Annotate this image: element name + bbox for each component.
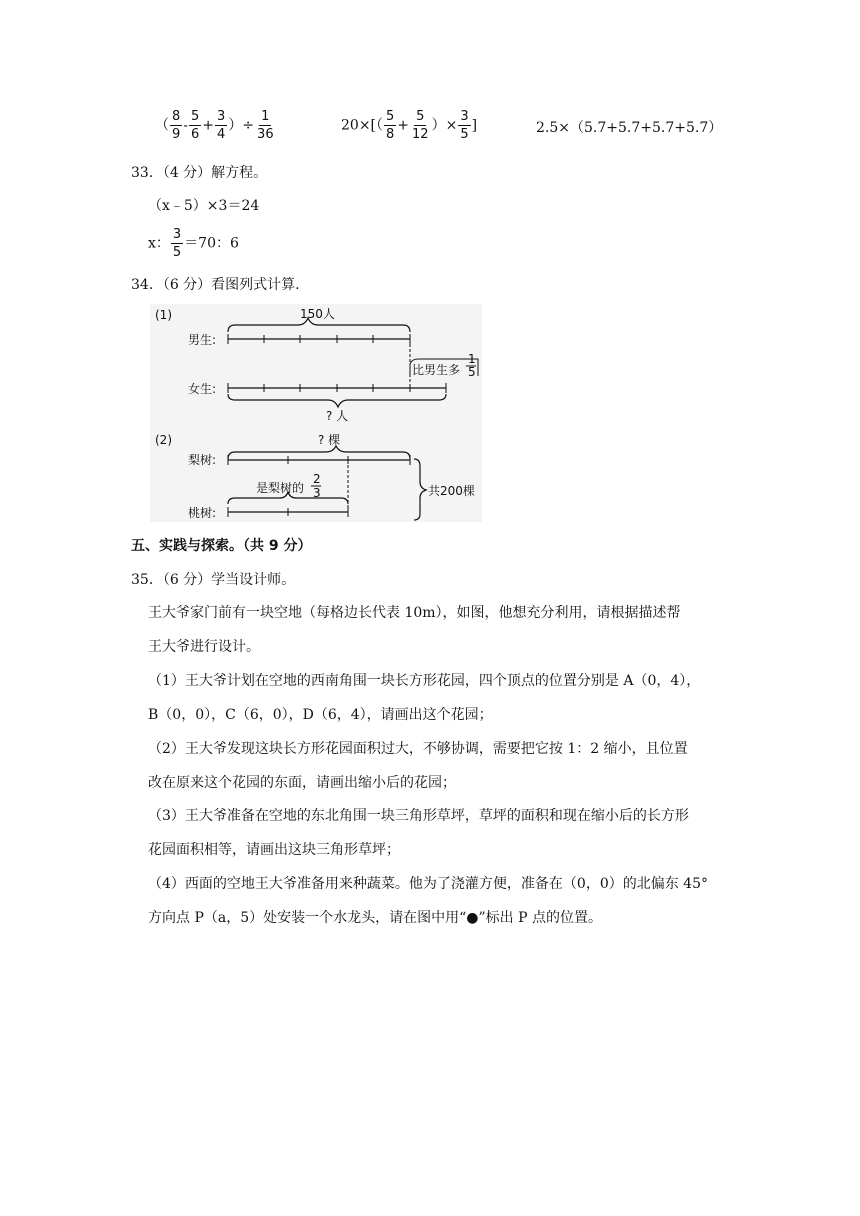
d2-top-label: ? 棵: [318, 433, 341, 447]
q35-part-3-line-2: 花园面积相等，请画出这块三角形草坪；: [148, 842, 400, 858]
d1-girls-label: 女生:: [188, 382, 217, 396]
d1-bottom-brace: [228, 394, 446, 407]
paren-open: （: [155, 117, 169, 134]
fraction: $\frac{5}{6}$: [191, 109, 200, 142]
q35-part-4-line-1: （4）西面的空地王大爷准备用来种蔬菜。他为了浇灌方便，准备在（0，0）的北偏东 45°: [148, 876, 708, 892]
equation-1: （x﹣5）×3＝24: [148, 198, 260, 214]
bar-diagram: [150, 304, 482, 522]
q35-part-2-line-2: 改在原来这个花园的东面，请画出缩小后的花园；: [148, 775, 456, 791]
expression-1: （ $\frac{8}{9}$ - $\frac{5}{6}$ + $\frac{3}{4}$ ）÷ $\frac{1}{36}$: [155, 109, 274, 142]
expression-2: 20×[（ $\frac{5}{8}$ + $\frac{5}{12}$ ）× $\frac{3}{5}$ ]: [341, 109, 478, 142]
d1-top-label: 150人: [300, 307, 335, 321]
q35-part-1-line-2: B（0，0），C（6，0），D（6，4），请画出这个花园；: [148, 707, 493, 723]
section-5-heading: 五、实践与探索。（共 9 分）: [131, 538, 312, 554]
bar-diagram-svg: [150, 304, 482, 522]
q35-part-1-line-1: （1）王大爷计划在空地的西南角围一块长方形花园，四个顶点的位置分别是 A（0，4），: [148, 673, 701, 689]
question-34-title: 34．（6 分）看图列式计算.: [131, 277, 300, 293]
d1-bottom-label: ? 人: [326, 409, 349, 423]
equation-2: x： $\frac{3}{5}$ ＝70：6: [148, 227, 239, 260]
d1-label: (1): [155, 308, 172, 322]
d2-pear-label: 梨树:: [188, 453, 217, 467]
fraction: $\frac{1}{36}$: [257, 109, 274, 142]
q35-intro-line-1: 王大爷家门前有一块空地（每格边长代表 10m），如图，他想充分利用，请根据描述帮: [148, 605, 681, 621]
d1-boys-label: 男生:: [188, 333, 217, 347]
expression-3: 2.5×（5.7+5.7+5.7+5.7）: [536, 120, 723, 136]
q35-intro-line-2: 王大爷进行设计。: [148, 639, 260, 655]
fraction: $\frac{8}{9}$: [172, 109, 181, 142]
fraction: $\frac{3}{5}$: [460, 109, 469, 142]
fraction: $\frac{3}{5}$: [172, 227, 182, 260]
d2-top-brace: [228, 446, 410, 459]
d2-note: 是梨树的: [256, 481, 305, 495]
svg-text:5: 5: [468, 365, 476, 379]
svg-text:2: 2: [313, 472, 321, 486]
svg-text:1: 1: [468, 352, 476, 366]
d1-note: 比男生多: [412, 363, 461, 377]
d2-total-brace: [414, 459, 426, 520]
q35-part-2-line-1: （2）王大爷发现这块长方形花园面积过大，不够协调，需要把它按 1：2 缩小，且位置: [148, 741, 688, 757]
fraction: $\frac{3}{4}$: [217, 109, 226, 142]
d2-peach-label: 桃树:: [188, 506, 217, 520]
svg-text:3: 3: [313, 486, 321, 500]
d2-label: (2): [155, 433, 172, 447]
fraction: $\frac{5}{8}$: [386, 109, 395, 142]
fraction: $\frac{5}{12}$: [412, 109, 429, 142]
d2-total-label: 共200棵: [428, 484, 475, 498]
question-33-title: 33．（4 分）解方程。: [131, 165, 268, 181]
q35-part-4-line-2: 方向点 P（a，5）处安装一个水龙头，请在图中用“●”标出 P 点的位置。: [148, 910, 602, 926]
question-35-title: 35．（6 分）学当设计师。: [131, 572, 296, 588]
q35-part-3-line-1: （3）王大爷准备在空地的东北角围一块三角形草坪，草坪的面积和现在缩小后的长方形: [148, 808, 689, 824]
